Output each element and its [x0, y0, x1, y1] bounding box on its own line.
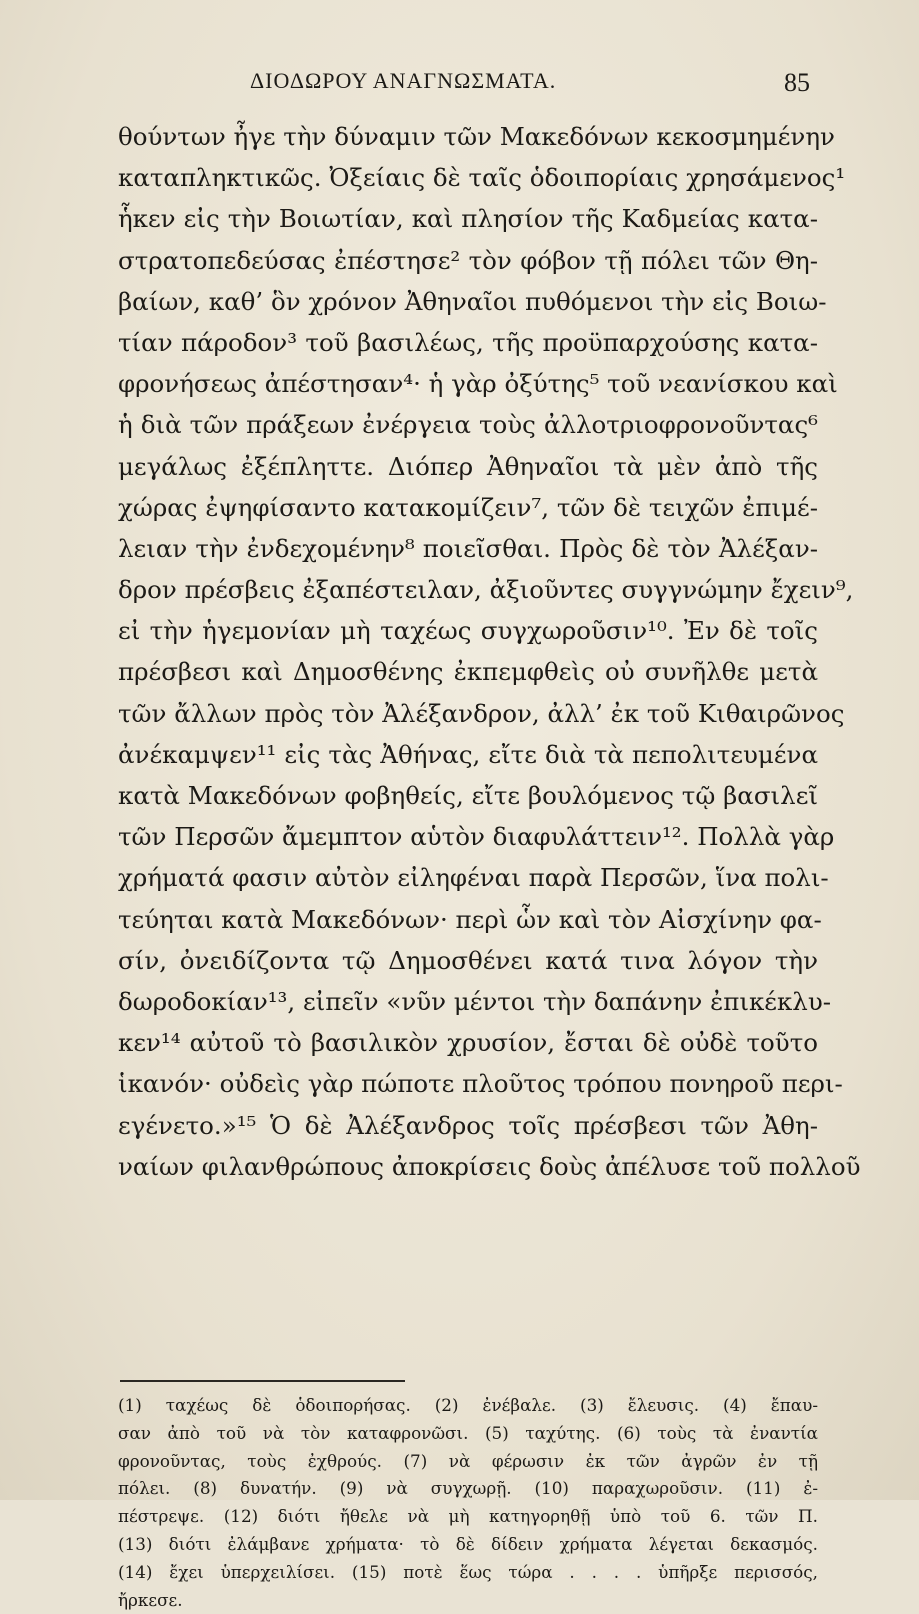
text-line: τῶν ἄλλων πρὸς τὸν Ἀλέξανδρον, ἀλλ’ ἐκ τοῦ Κιθαιρῶνος: [118, 698, 845, 728]
text-line: χώρας ἐψηφίσαντο κατακομίζειν⁷, τῶν δὲ τειχῶν ἐπιμέ-: [118, 492, 818, 522]
text-line: κατὰ Μακεδόνων φοβηθείς, εἴτε βουλόμενος τῷ βασιλεῖ: [118, 781, 818, 810]
footnotes: [118, 1392, 818, 1614]
text-line: λειαν τὴν ἐνδεχομένην⁸ ποιεῖσθαι. Πρὸς δὲ τὸν Ἀλέξαν-: [118, 533, 818, 563]
footnote-line: φρονοῦντας, τοὺς ἐχθρούς. (7) νὰ φέρωσιν ἐκ τῶν ἀγρῶν ἐν τῇ: [118, 1450, 818, 1471]
text-line: στρατοπεδεύσας ἐπέστησε² τὸν φόβον τῇ πόλει τῶν Θη-: [118, 245, 818, 275]
running-head: ΔΙΟΔΩΡΟΥ ΑΝΑΓΝΩΣΜΑΤΑ.: [250, 68, 557, 93]
footnote-line: σαν ἀπὸ τοῦ νὰ τὸν καταφρονῶσι. (5) ταχύτης. (6) τοὺς τὰ ἐναντία: [118, 1422, 818, 1443]
text-line: βαίων, καθ’ ὃν χρόνον Ἀθηναῖοι πυθόμενοι τὴν εἰς Βοιω-: [118, 286, 827, 316]
text-line: εἰ τὴν ἡγεμονίαν μὴ ταχέως συγχωροῦσιν¹⁰. Ἐν δὲ τοῖς: [118, 616, 818, 646]
main-text: [118, 116, 861, 1187]
page-number: 85: [784, 68, 810, 97]
footnote-line: (14) ἔχει ὑπερχειλίσει. (15) ποτὲ ἕως τώρα . . . . ὑπῆρξε περισσός,: [118, 1561, 818, 1582]
footnote-divider: [120, 1380, 405, 1382]
text-line: σίν, ὀνειδίζοντα τῷ Δημοσθένει κατά τινα λόγον τὴν: [118, 945, 818, 975]
footnote-line: ἤρκεσε.: [118, 1589, 183, 1610]
text-line: τῶν Περσῶν ἄμεμπτον αὑτὸν διαφυλάττειν¹². Πολλὰ γὰρ: [118, 822, 835, 852]
text-line: ἀνέκαμψεν¹¹ εἰς τὰς Ἀθήνας, εἴτε διὰ τὰ πεπολιτευμένα: [118, 739, 818, 769]
text-line: φρονήσεως ἀπέστησαν⁴· ἡ γὰρ ὀξύτης⁵ τοῦ νεανίσκου καὶ: [118, 369, 838, 399]
text-line: ἱκανόν· οὐδεὶς γὰρ πώποτε πλοῦτος τρόπου πονηροῦ περι-: [118, 1069, 843, 1099]
text-line: δρον πρέσβεις ἐξαπέστειλαν, ἀξιοῦντες συγγνώμην ἔχειν⁹,: [118, 575, 854, 605]
text-line: θούντων ἦγε τὴν δύναμιν τῶν Μακεδόνων κεκοσμημένην: [118, 122, 835, 151]
text-line: κεν¹⁴ αὐτοῦ τὸ βασιλικὸν χρυσίον, ἔσται δὲ οὐδὲ τοῦτο: [118, 1028, 818, 1058]
text-line: τεύηται κατὰ Μακεδόνων· περὶ ὧν καὶ τὸν Αἰσχίνην φα-: [118, 904, 822, 934]
text-line: τίαν πάροδον³ τοῦ βασιλέως, τῆς προϋπαρχούσης κατα-: [118, 327, 818, 357]
text-line: πρέσβεσι καὶ Δημοσθένης ἐκπεμφθεὶς οὐ συνῆλθε μετὰ: [118, 657, 818, 687]
footnote-line: (1) ταχέως δὲ ὁδοιπορήσας. (2) ἐνέβαλε. (3) ἔλευσις. (4) ἔπαυ-: [118, 1395, 818, 1415]
text-line: καταπληκτικῶς. Ὀξείαις δὲ ταῖς ὁδοιπορίαις χρησάμενος¹: [118, 163, 846, 193]
text-line: ἧκεν εἰς τὴν Βοιωτίαν, καὶ πλησίον τῆς Καδμείας κατα-: [118, 204, 818, 234]
footnote-line: (13) διότι ἐλάμβανε χρήματα· τὸ δὲ δίδειν χρήματα λέγεται δεκασμός.: [118, 1533, 818, 1554]
text-line: δωροδοκίαν¹³, εἰπεῖν «νῦν μέντοι τὴν δαπάνην ἐπικέκλυ-: [118, 986, 831, 1016]
text-line: ἡ διὰ τῶν πράξεων ἐνέργεια τοὺς ἀλλοτριοφρονοῦντας⁶: [118, 410, 818, 440]
text-line: ναίων φιλανθρώπους ἀποκρίσεις δοὺς ἀπέλυσε τοῦ πολλοῦ: [118, 1151, 861, 1181]
text-line: μεγάλως ἐξέπληττε. Διόπερ Ἀθηναῖοι τὰ μὲν ἀπὸ τῆς: [118, 451, 818, 481]
text-line: χρήματά φασιν αὐτὸν εἰληφέναι παρὰ Περσῶν, ἵνα πολι-: [118, 863, 829, 893]
footnote-line: πόλει. (8) δυνατήν. (9) νὰ συγχωρῇ. (10) παραχωροῦσιν. (11) ἐ-: [118, 1478, 818, 1499]
page-header: [120, 68, 810, 108]
text-line: εγένετο.»¹⁵ Ὁ δὲ Ἀλέξανδρος τοῖς πρέσβεσι τῶν Ἀθη-: [118, 1110, 818, 1140]
footnote-line: πέστρεψε. (12) διότι ἤθελε νὰ μὴ κατηγορηθῇ ὑπὸ τοῦ 6. τῶν Π.: [118, 1506, 818, 1527]
